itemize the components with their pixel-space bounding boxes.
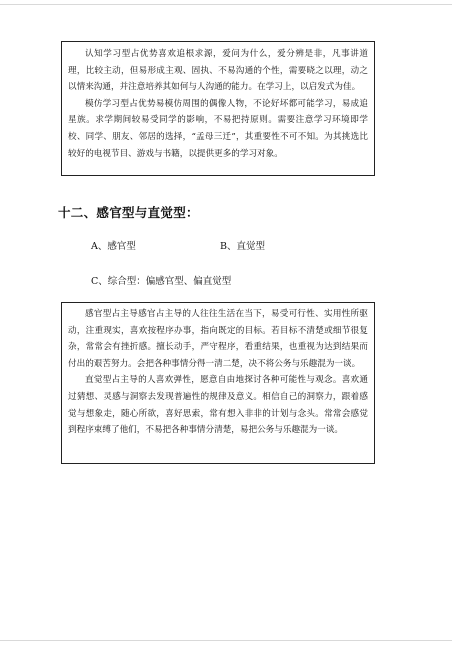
page-bottom-border bbox=[0, 640, 452, 641]
page-top-border bbox=[0, 4, 452, 5]
intuition-paragraph: 直觉型占主导的人喜欢弹性，愿意自由地探讨各种可能性与观念。喜欢通过猜想、灵感与洞察去发现普遍性的规律及意义。相信自己的洞察力，跟着感觉与想象走，随心所欲，喜好思索，常有想入非非的计划与念头。常常会感觉到程序束缚了他们，不易把各种事情分清楚，易把公务与乐趣混为一谈。 bbox=[68, 375, 368, 436]
cognitive-learning-paragraph: 认知学习型占优势喜欢追根求源，爱问为什么，爱分辨是非，凡事讲道理，比较主动，但易形成主观、固执、不易沟通的个性，需要晓之以理，动之以情来沟通，并注意培养其如何与人沟通的能力。在学习上，以启发式为佳。 bbox=[68, 49, 368, 93]
option-c-combined: C、综合型：偏感官型、偏直觉型 bbox=[91, 276, 232, 287]
option-b-intuition: B、直觉型 bbox=[220, 241, 265, 252]
section-heading: 十二、感官型与直觉型： bbox=[58, 205, 199, 220]
sensing-paragraph: 感官型占主导感官占主导的人往往生活在当下，易受可行性、实用性所驱动，注重现实，喜欢按程序办事，指向既定的目标。若目标不清楚或细节很复杂，常常会有挫折感。擅长动手，严守程序，看重结果，也重视为达到结果而付出的艰苦努力。会把各种事情分得一清二楚，决不将公务与乐趣混为一谈。 bbox=[68, 309, 368, 369]
learning-type-textbox bbox=[61, 41, 375, 176]
option-a-sensing: A、感官型 bbox=[91, 241, 136, 252]
imitation-learning-paragraph: 模仿学习型占优势易模仿周围的偶像人物，不论好坏都可能学习，易成追星族。求学期间较易受同学的影响，不易把持原则。需要注意学习环境即学校、同学、朋友、邻居的选择，“孟母三迁”，其重要性不可不知。为其挑选比较好的电视节目、游戏与书籍，以提供更多的学习对象。 bbox=[68, 98, 368, 159]
sensing-intuition-textbox bbox=[61, 302, 375, 464]
